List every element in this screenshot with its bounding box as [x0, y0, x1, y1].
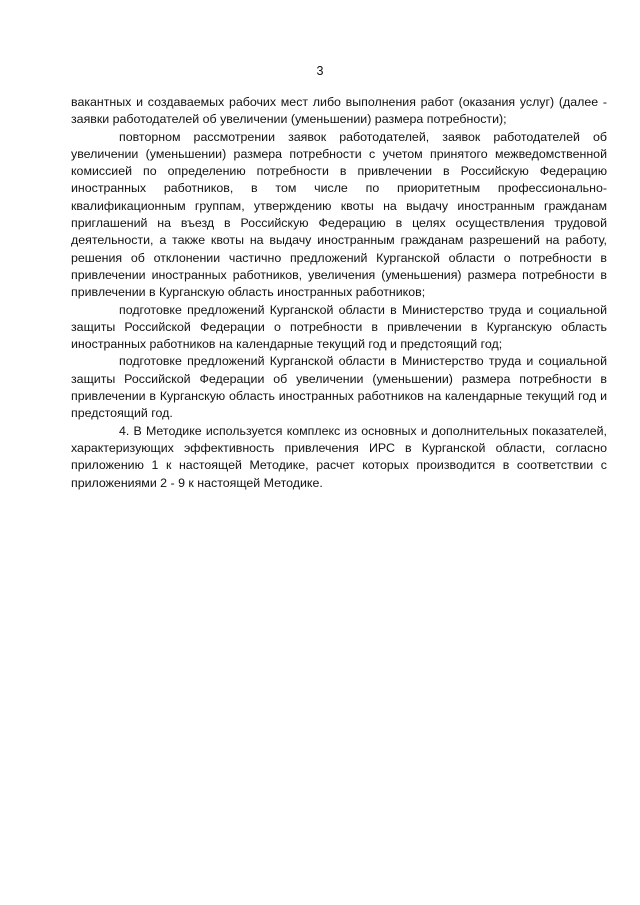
page-number: 3	[316, 64, 324, 78]
paragraph-3: подготовке предложений Курганской области в Министерство труда и социальной защиты Российской Федерации о потребности в привлечении в Курганскую область иностранных работников на календарные текущий год и предстоящий год;	[71, 302, 607, 352]
paragraph-5: 4. В Методике используется комплекс из основных и дополнительных показателей, характеризующих эффективность привлечения ИРС в Курганской области, согласно приложению 1 к настоящей Методике, расчет которых производится в соответствии с приложениями 2 - 9 к настоящей Методике.	[71, 423, 607, 490]
paragraph-1: вакантных и создаваемых рабочих мест либо выполнения работ (оказания услуг) (далее - заявки работодателей об увеличении (уменьшении) размера потребности);	[71, 95, 607, 127]
document-body	[71, 94, 607, 492]
paragraph-4: подготовке предложений Курганской области в Министерство труда и социальной защиты Российской Федерации об увеличении (уменьшении) размера потребности в привлечении в Курганскую область иностранных работников на календарные текущий год и предстоящий год.	[71, 354, 607, 421]
paragraph-2: повторном рассмотрении заявок работодателей, заявок работодателей об увеличении (уменьшении) размера потребности с учетом принятого межведомственной комиссией по определению потребности в привлечении в Российскую Федерацию иностранных работников, в том числе по приоритетным профессионально-квалификационным группам, утверждению квоты на выдачу иностранным гражданам приглашений на въезд в Российскую Федерацию в целях осуществления трудовой деятельности, а также квоты на выдачу иностранным гражданам разрешений на работу, решения об отклонении частично предложений Курганской области о потребности в привлечении иностранных работников, увеличения (уменьшения) размера потребности в привлечении в Курганскую область иностранных работников;	[71, 129, 607, 300]
